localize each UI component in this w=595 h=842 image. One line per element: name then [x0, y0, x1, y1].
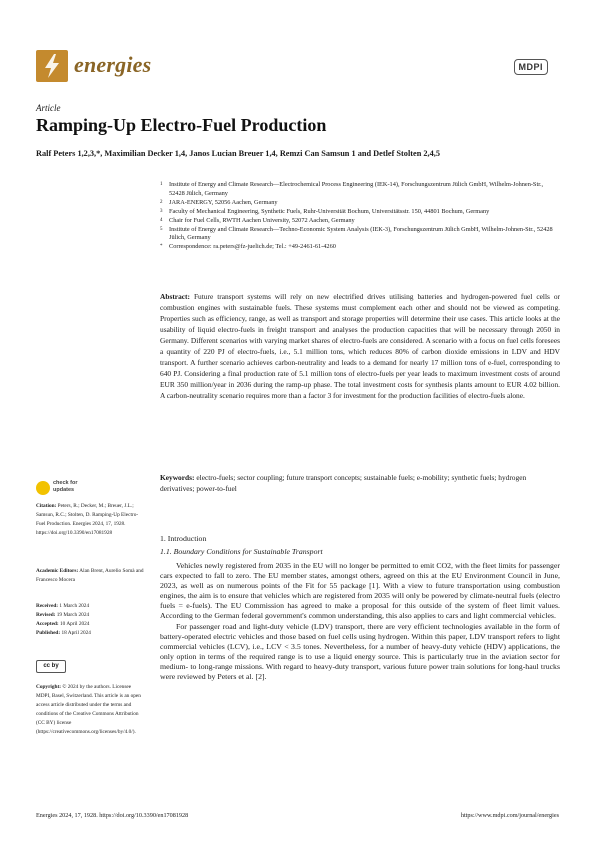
affiliation-item: 5 Institute of Energy and Climate Research—Techno-Economic System Analysis (IEK-3), Forschungszentrum Jülich GmbH, Wilhelm-Johnen-Str., 52428 Jülich, Germany	[160, 225, 553, 242]
body-paragraphs	[160, 561, 560, 682]
editors-label: Academic Editors:	[36, 568, 79, 574]
date-revised: Revised: 19 March 2024	[36, 611, 90, 618]
date-published: Published: 18 April 2024	[36, 629, 91, 636]
article-title: Ramping-Up Electro-Fuel Production	[36, 115, 327, 135]
lightning-icon	[36, 50, 68, 82]
academic-editors	[36, 567, 146, 585]
abstract-label: Abstract:	[160, 292, 190, 301]
abstract	[160, 292, 560, 402]
affiliation-item: 2 JARA-ENERGY, 52056 Aachen, Germany	[160, 198, 278, 206]
publisher-logo: MDPI	[514, 59, 549, 75]
paragraph: For passenger road and light-duty vehicle (LDV) transport, there are very efficient technologies available in the form of battery-operated electric vehicles and those based on fuel cells using hydrogen. Within this paper, LDV transport refers to light commercial vehicles (LCV), i.e., LCV < 3.5 tones. Nevertheless, for a number of heavy-duty vehicle (HDV) applications, the only option in terms of the required range is to use a liquid energy source. This is particularly true in the aviation sector for medium- to long-range missions. With regard to heavy-duty transport, various future power train solutions for long-haul trucks were reviewed by Peters et al. [2].	[160, 621, 560, 682]
affiliation-item: 1 Institute of Energy and Climate Research—Electrochemical Process Engineering (IEK-14), Forschungszentrum Jülich GmbH, Wilhelm-Johnen-Str., 52428 Jülich, Germany	[160, 181, 544, 197]
affiliation-item: 3 Faculty of Mechanical Engineering, Synthetic Fuels, Ruhr-Universität Bochum, Universitätsstr. 150, 44801 Bochum, Germany	[160, 207, 490, 215]
copyright-label: Copyright:	[36, 684, 62, 690]
citation-text[interactable]: Peters, R.; Decker, M.; Breuer, J.L.; Samsun, R.C.; Stolten, D. Ramping-Up Electro-Fuel Production. Energies 2024, 17, 1928. https://doi.org/10.3390/en17081928	[36, 503, 139, 536]
check-updates-button[interactable]: check for updates	[53, 480, 78, 493]
affiliation-item: 4 Chair for Fuel Cells, RWTH Aachen University, 52072 Aachen, Germany	[160, 216, 355, 224]
keywords	[160, 473, 560, 495]
article-type: Article	[36, 103, 61, 113]
citation-label: Citation:	[36, 503, 57, 509]
citation	[36, 502, 146, 538]
cc-license-badge[interactable]: cc by	[36, 660, 66, 673]
author-names: Ralf Peters 1,2,3,*, Maximilian Decker 1,4, Janos Lucian Breuer 1,4, Remzi Can Samsun 1 and Detlef Stolten 2,4,5	[36, 149, 440, 158]
journal-logo	[36, 50, 68, 82]
author-list	[36, 149, 440, 158]
paragraph: Vehicles newly registered from 2035 in the EU will no longer be permitted to emit CO2, with the fleet limits for passenger cars expected to fall to zero. The EU member states, amongst others, agreed on this at the EU Environment Council in June, 2023, as well as on numerous points of the Fit for 55 package [1]. With a view to future transportation using combustion engines, the aim is to ensure that vehicles which are registered from 2035 will only be powered by climate-neutral fuels (electro fuels = e-fuels). The EU Commission has agreed to make a proposal for this outside of the system of fleet limit values. According to the German federal government's common understanding, this also applies to cars and light commercial vehicles.	[160, 561, 560, 621]
affiliations	[160, 181, 560, 252]
correspondence[interactable]: * Correspondence: ra.peters@fz-juelich.de; Tel.: +49-2461-61-4260	[160, 243, 336, 251]
date-accepted: Accepted: 10 April 2024	[36, 620, 90, 627]
copyright-text: © 2024 by the authors. Licensee MDPI, Basel, Switzerland. This article is an open access article distributed under the terms and conditions of the Creative Commons Attribution (CC BY) license (https://creativecommons.org/licenses/by/4.0/).	[36, 684, 141, 735]
publication-dates	[36, 602, 146, 638]
subsection-heading: 1.1. Boundary Conditions for Sustainable Transport	[160, 547, 323, 556]
date-received: Received: 1 March 2024	[36, 603, 90, 609]
keywords-text: electro-fuels; sector coupling; future transport concepts; sustainable fuels; e-mobility; synthetic fuels; hydrogen derivatives; power-to-fuel	[160, 473, 527, 493]
footer-citation[interactable]: Energies 2024, 17, 1928. https://doi.org/10.3390/en17081928	[36, 812, 189, 819]
copyright	[36, 683, 146, 736]
check-updates-icon[interactable]	[36, 481, 50, 495]
journal-name: energies	[74, 52, 152, 77]
editors-text: Alan Brent, Aurelio Somà and Francesco Mocera	[36, 568, 144, 583]
keywords-label: Keywords:	[160, 473, 195, 482]
abstract-text: Future transport systems will rely on new electrified drives utilising batteries and hydrogen-powered fuel cells or combustion engines with sustainable fuels. These systems must complement each other and should not be viewed as competing. Properties such as efficiency, range, as well as transport and storage properties will determine their use cases. This article looks at the usability of liquid electro-fuels in freight transport and analyses the production capacities that will be necessary through 2050 in Germany. Different scenarios with varying market shares of electro-fuels are considered. A scenario with a focus on fuel cells foresees a quantity of 220 PJ of electro-fuels, i.e., 5.1 million tons, which reduces 80% of carbon dioxide emissions in LDV and HDV transport. A further scenario achieves carbon-neutrality and leads to a demand for nearly 17 million tons of e-fuel, corresponding to 640 PJ. Considering a final production rate of 5.1 million tons of electro-fuels per year leads to maximum investment costs of around EUR 350 million/year in 2036 during the ramp-up phase. The total investment costs for synthesis plants amount to EUR 4.02 billion. A carbon-neutrality scenario requires more than a factor 3 for investment for the production facilities of electro-fuels alone.	[160, 292, 560, 400]
section-heading: 1. Introduction	[160, 534, 207, 543]
footer-journal-url[interactable]: https://www.mdpi.com/journal/energies	[460, 812, 559, 819]
